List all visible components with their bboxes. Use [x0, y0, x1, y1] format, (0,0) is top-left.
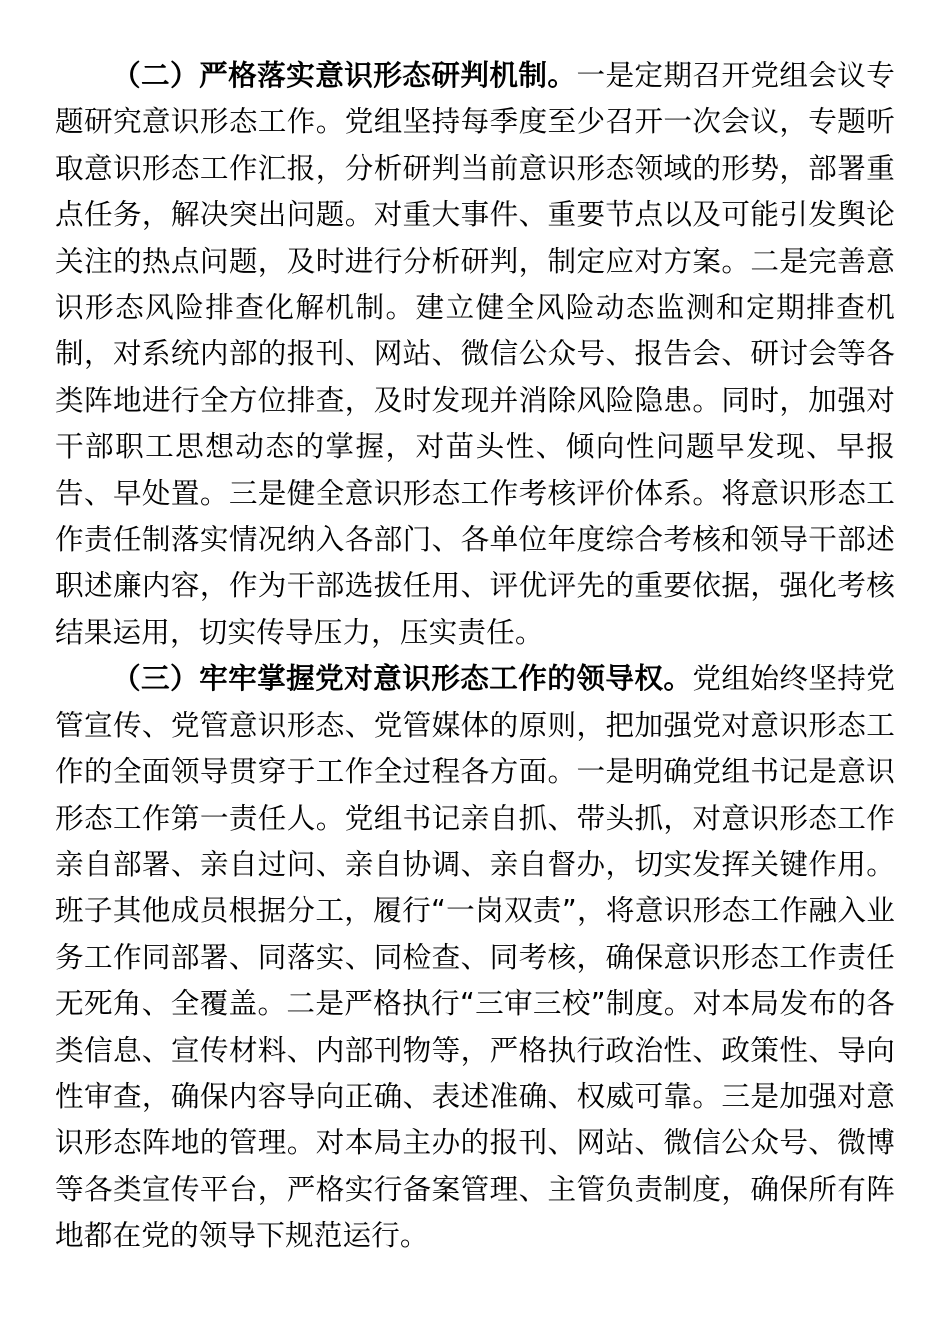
- paragraph-section-3: [55, 655, 895, 1258]
- section-2-number: （二）: [112, 58, 200, 92]
- document-body: [55, 52, 895, 1259]
- section-2-heading-text: 严格落实意识形态研判机制。: [199, 58, 577, 92]
- paragraph-section-2: [55, 52, 895, 655]
- section-2-body: 一是定期召开党组会议专题研究意识形态工作。党组坚持每季度至少召开一次会议，专题听取意识形态工作汇报，分析研判当前意识形态领域的形势，部署重点任务，解决突出问题。对重大事件、重要节点以及可能引发舆论关注的热点问题，及时进行分析研判，制定应对方案。二是完善意识形态风险排查化解机制。建立健全风险动态监测和定期排查机制，对系统内部的报刊、网站、微信公众号、报告会、研讨会等各类阵地进行全方位排查，及时发现并消除风险隐患。同时，加强对干部职工思想动态的掌握，对苗头性、倾向性问题早发现、早报告、早处置。三是健全意识形态工作考核评价体系。将意识形态工作责任制落实情况纳入各部门、各单位年度综合考核和领导干部述职述廉内容，作为干部选拔任用、评优评先的重要依据，强化考核结果运用，切实传导压力，压实责任。: [55, 58, 895, 649]
- section-3-body: 党组始终坚持党管宣传、党管意识形态、党管媒体的原则，把加强党对意识形态工作的全面领导贯穿于工作全过程各方面。一是明确党组书记是意识形态工作第一责任人。党组书记亲自抓、带头抓，对意识形态工作亲自部署、亲自过问、亲自协调、亲自督办，切实发挥关键作用。班子其他成员根据分工，履行“一岗双责”，将意识形态工作融入业务工作同部署、同落实、同检查、同考核，确保意识形态工作责任无死角、全覆盖。二是严格执行“三审三校”制度。对本局发布的各类信息、宣传材料、内部刊物等，严格执行政治性、政策性、导向性审查，确保内容导向正确、表述准确、权威可靠。三是加强对意识形态阵地的管理。对本局主办的报刊、网站、微信公众号、微博等各类宣传平台，严格实行备案管理、主管负责制度，确保所有阵地都在党的领导下规范运行。: [55, 661, 895, 1253]
- section-2-heading: [112, 58, 576, 92]
- section-3-heading-text: 牢牢掌握党对意识形态工作的领导权。: [199, 661, 693, 696]
- section-3-number: （三）: [112, 661, 200, 696]
- section-3-heading: [112, 661, 692, 695]
